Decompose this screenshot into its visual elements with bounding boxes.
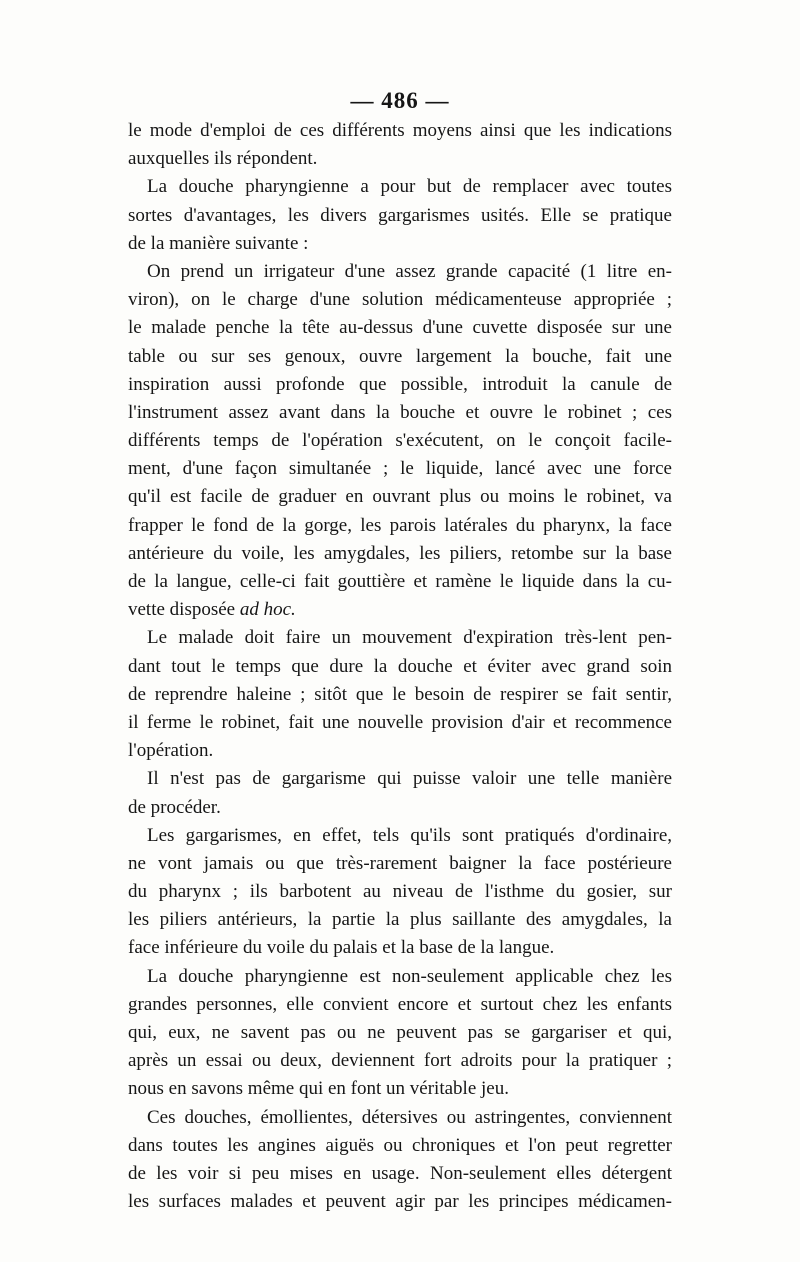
- text-line: le malade penche la tête au-dessus d'une cuvette disposée sur une: [128, 317, 672, 339]
- text-line: les piliers antérieurs, la partie la plus saillante des amygdales, la: [128, 909, 672, 931]
- text-line: La douche pharyngienne a pour but de remplacer avec toutes: [147, 176, 672, 198]
- text-line: vette disposée ad hoc.: [128, 599, 296, 621]
- text-line: de la manière suivante :: [128, 232, 309, 254]
- text-line: Ces douches, émollientes, détersives ou astringentes, conviennent: [147, 1106, 672, 1128]
- text-line: table ou sur ses genoux, ouvre largement la bouche, fait une: [128, 345, 672, 367]
- text-line: Le malade doit faire un mouvement d'expiration très-lent pen-: [147, 627, 672, 649]
- text-line: ment, d'une façon simultanée ; le liquide, lancé avec une force: [128, 458, 672, 480]
- text-line: grandes personnes, elle convient encore et surtout chez les enfants: [128, 993, 672, 1015]
- text-line: après un essai ou deux, deviennent fort adroits pour la pratiquer ;: [128, 1050, 672, 1072]
- text-line: de reprendre haleine ; sitôt que le besoin de respirer se fait sentir,: [128, 683, 672, 705]
- text-line: dant tout le temps que dure la douche et éviter avec grand soin: [128, 655, 672, 677]
- text-line: auxquelles ils répondent.: [128, 148, 318, 170]
- text-line: nous en savons même qui en font un véritable jeu.: [128, 1078, 509, 1100]
- text-line: différents temps de l'opération s'exécutent, on le conçoit facile-: [128, 430, 672, 452]
- text-line: de les voir si peu mises en usage. Non-seulement elles détergent: [128, 1162, 672, 1184]
- italic-phrase: ad hoc.: [239, 599, 296, 621]
- text-line: qui, eux, ne savent pas ou ne peuvent pas se gargariser et qui,: [128, 1022, 672, 1043]
- text-line: viron), on le charge d'une solution médicamenteuse appropriée ;: [128, 289, 672, 311]
- text-line: qu'il est facile de graduer en ouvrant plus ou moins le robinet, va: [128, 486, 672, 508]
- text-line: de la langue, celle-ci fait gouttière et ramène le liquide dans la cu-: [128, 571, 672, 592]
- text-line: l'instrument assez avant dans la bouche et ouvre le robinet ; ces: [128, 401, 672, 423]
- text-line: antérieure du voile, les amygdales, les piliers, retombe sur la base: [128, 542, 672, 564]
- body-text: [128, 117, 672, 1216]
- text-line: Les gargarismes, en effet, tels qu'ils sont pratiqués d'ordinaire,: [147, 824, 672, 846]
- text-line: face inférieure du voile du palais et la base de la langue.: [128, 937, 555, 959]
- text-line: La douche pharyngienne est non-seulement applicable chez les: [147, 965, 672, 987]
- text-line: l'opération.: [128, 740, 214, 762]
- text-line: le mode d'emploi de ces différents moyens ainsi que les indications: [128, 120, 672, 141]
- text-line: du pharynx ; ils barbotent au niveau de l'isthme du gosier, sur: [128, 881, 672, 903]
- text-line: ne vont jamais ou que très-rarement baigner la face postérieure: [128, 852, 672, 874]
- text-line: de procéder.: [128, 796, 221, 818]
- text-line: les surfaces malades et peuvent agir par les principes médicamen-: [128, 1191, 672, 1213]
- text-line: frapper le fond de la gorge, les parois latérales du pharynx, la face: [128, 514, 672, 536]
- text-line: sortes d'avantages, les divers gargarismes usités. Elle se pratique: [128, 204, 672, 226]
- text-line: inspiration aussi profonde que possible, introduit la canule de: [128, 373, 672, 395]
- text-line: dans toutes les angines aiguës ou chroniques et l'on peut regretter: [128, 1134, 672, 1156]
- page-number: — 486 —: [350, 88, 450, 113]
- text-line: On prend un irrigateur d'une assez grande capacité (1 litre en-: [147, 260, 672, 282]
- text-line: Il n'est pas de gargarisme qui puisse valoir une telle manière: [147, 768, 672, 790]
- text-line: il ferme le robinet, fait une nouvelle provision d'air et recommence: [128, 711, 672, 733]
